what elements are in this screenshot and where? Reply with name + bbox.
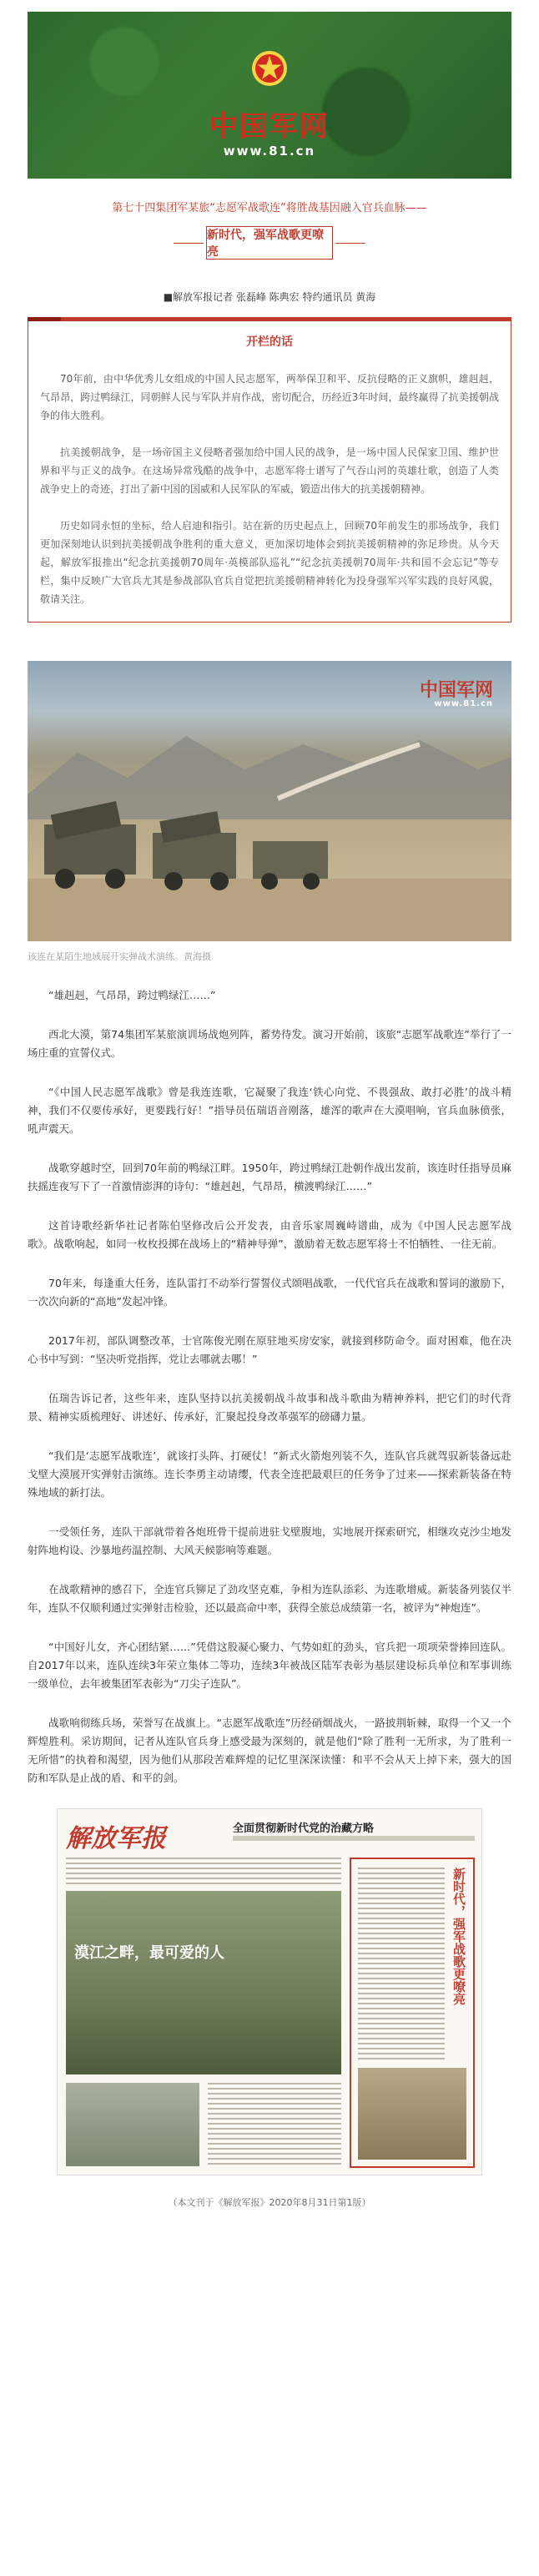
- intro-ribbon: [28, 317, 61, 321]
- body-paragraph: 战歌穿越时空，回到70年前的鸭绿江畔。1950年，跨过鸭绿江赴朝作战出发前，该连时任指导员麻扶摇连夜写下了一首激情澎湃的诗句：“雄赳赳，气昂昂，横渡鸭绿江……”: [28, 1162, 511, 1192]
- intro-paragraph: 70年前，由中华优秀儿女组成的中国人民志愿军，两举保卫和平、反抗侵略的正义旗帜，雄赳赳，气昂昂，跨过鸭绿江，同朝鲜人民与军队并肩作战，密切配合，历经近3年时间，最终赢得了抗美援朝战争的伟大胜利。: [40, 373, 499, 421]
- text-lines: [66, 1858, 341, 1886]
- body-paragraph: 伍瑞告诉记者，这些年来，连队坚持以抗美援朝战斗故事和战斗歌曲为精神养料，把它们的时代背景、精神实质梳理好、讲述好、传承好，汇聚起投身改革强军的磅礴力量。: [28, 1392, 511, 1423]
- photo-caption: 该连在某陌生地域展开实弹战术演练。黄海摄: [28, 951, 211, 962]
- star-emblem-icon: [251, 50, 288, 87]
- newspaper-masthead: 解放军报: [66, 1824, 166, 1853]
- article-body: [28, 986, 511, 1787]
- site-name: 中国军网: [209, 110, 330, 144]
- newspaper-highlight-column: [350, 1858, 475, 2168]
- body-paragraph: “雄赳赳，气昂昂，跨过鸭绿江……”: [48, 989, 216, 1001]
- newspaper-side-photo: [358, 2068, 466, 2160]
- byline: ■解放军报记者 张磊峰 陈典宏 特约通讯员 黄海: [163, 291, 376, 303]
- body-paragraph: “我们是‘志愿军战歌连’，就该打头阵、打硬仗！”新式火箭炮列装不久，连队官兵就驾驭新装备远赴戈壁大漠展开实弹射击演练。连长李勇主动请缨，代表全连把最艰巨的任务争了过来——探索新装备在特殊地域的新打法。: [28, 1449, 511, 1499]
- intro-box: [28, 317, 511, 623]
- body-paragraph: 这首诗歌经新华社记者陈伯坚修改后公开发表，由音乐家周巍峙谱曲，成为《中国人民志愿军战歌》。战歌响起，如同一枚枚投掷在战场上的“精神导弹”，激励着无数志愿军将士不怕牺牲、一往无前。: [28, 1219, 511, 1250]
- rocket-launchers-graphic: [28, 774, 511, 941]
- article-title-box: [206, 226, 333, 260]
- newspaper-small-photo: [66, 2083, 199, 2166]
- photo-watermark: 中国军网: [419, 680, 493, 701]
- newspaper-feature-headline: 漠江之畔，最可爱的人: [74, 1944, 224, 1962]
- body-paragraph: 2017年初，部队调整改革，士官陈俊光刚在原驻地买房安家，就接到移防命令。面对困难，他在决心书中写到：“坚决听党指挥，党让去哪就去哪！”: [28, 1334, 511, 1365]
- photo-watermark-url: www.81.cn: [434, 699, 493, 708]
- text-lines: [358, 1868, 445, 2059]
- newspaper-left-column: [66, 1858, 341, 2168]
- site-url: www.81.cn: [223, 144, 316, 159]
- header-banner: [28, 12, 511, 179]
- article-title: 新时代，强军战歌更嘹亮: [207, 229, 324, 259]
- body-paragraph: 西北大漠，第74集团军某旅演训场战炮列阵，蓄势待发。演习开始前，该旅“志愿军战歌连”举行了一场庄重的宣誓仪式。: [28, 1028, 511, 1059]
- newspaper-main-photo: [66, 1891, 341, 2074]
- newspaper-top-title: 全面贯彻新时代党的治藏方略: [233, 1822, 375, 1835]
- body-paragraph: 70年来，每逢重大任务，连队雷打不动举行誓誓仪式颂唱战歌，一代代官兵在战歌和誓词的激励下，一次次向新的“高地”发起冲锋。: [28, 1277, 511, 1308]
- body-paragraph: 战歌响彻练兵场，荣誉写在战旗上。“志愿军战歌连”历经硝烟战火，一路披荆斩棘，取得一个又一个辉煌胜利。采访期间，记者从连队官兵身上感受最为深刻的，就是他们“除了胜利一无所求，为了胜利一无所惜”的执着和渴望，因为他们从那段苦难辉煌的记忆里深深读懂：和平不会从天上掉下来，强大的国防和军队是止战的盾、和平的剑。: [28, 1716, 511, 1784]
- body-paragraph: “中国好儿女，齐心团结紧……”凭借这股凝心聚力、气势如虹的劲头，官兵把一项项荣誉捧回连队。自2017年以来，连队连续3年荣立集体二等功，连续3年被战区陆军表彰为基层建设标兵单位和军事训练一级单位，去年被集团军表彰为“刀尖子连队”。: [28, 1641, 511, 1690]
- newspaper-subtitle-bar: [233, 1836, 475, 1841]
- source-note: （本文刊于《解放军报》2020年8月31日第1版）: [168, 2197, 371, 2208]
- body-paragraph: 在战歌精神的感召下，全连官兵铆足了劲攻坚克难，争相为连队添彩、为连歌增威。新装备列装仅半年，连队不仅顺利通过实弹射击检验，还以最高命中率，获得全旅总成绩第一名，被评为“神炮连”。: [28, 1583, 511, 1614]
- text-lines: [208, 2083, 341, 2166]
- newspaper-side-title: 新时代，强军战歌更嘹亮: [451, 1868, 466, 2005]
- body-paragraph: 一受领任务，连队干部就带着各炮班骨干提前进驻戈壁腹地，实地展开探索研究，相继攻克沙尘地发射阵地构设、沙暴地药温控制、大风天候影响等难题。: [28, 1525, 511, 1556]
- intro-heading: 开栏的话: [246, 335, 293, 349]
- intro-paragraph: 历史如同永恒的坐标，给人启迪和指引。站在新的历史起点上，回顾70年前发生的那场战争，我们更加深刻地认识到抗美援朝战争胜利的重大意义，更加深切地体会到抗美援朝精神的弥足珍贵。从今天起，解放军报推出“纪念抗美援朝70周年·英模部队巡礼”“纪念抗美援朝70周年·共和国不会忘记”等专栏，集中反映广大官兵尤其是参战部队官兵自觉把抗美援朝精神转化为投身强军兴军实践的良好风貌，敬请关注。: [40, 520, 499, 605]
- article-photo: [28, 661, 511, 941]
- newspaper-page-image: [57, 1808, 482, 2175]
- intro-paragraph: 抗美援朝战争，是一场帝国主义侵略者强加给中国人民的战争，是一场中国人民保家卫国、维护世界和平与正义的战争。在这场异常残酷的战争中，志愿军将士谱写了气吞山河的英雄壮歌，创造了人类战争史上的奇迹，打出了新中国的国威和人民军队的军威，锻造出伟大的抗美援朝精神。: [40, 446, 499, 495]
- article-kicker: 第七十四集团军某旅“志愿军战歌连”将胜战基因融入官兵血脉——: [112, 202, 427, 214]
- body-paragraph: “《中国人民志愿军战歌》曾是我连连歌，它凝聚了我连‘铁心向党、不畏强敌、敢打必胜’的战斗精神，我们不仅要传承好，更要践行好！”指导员伍瑞语音刚落，雄浑的歌声在大漠唱响，官兵血脉偾张，吼声震天。: [28, 1086, 511, 1135]
